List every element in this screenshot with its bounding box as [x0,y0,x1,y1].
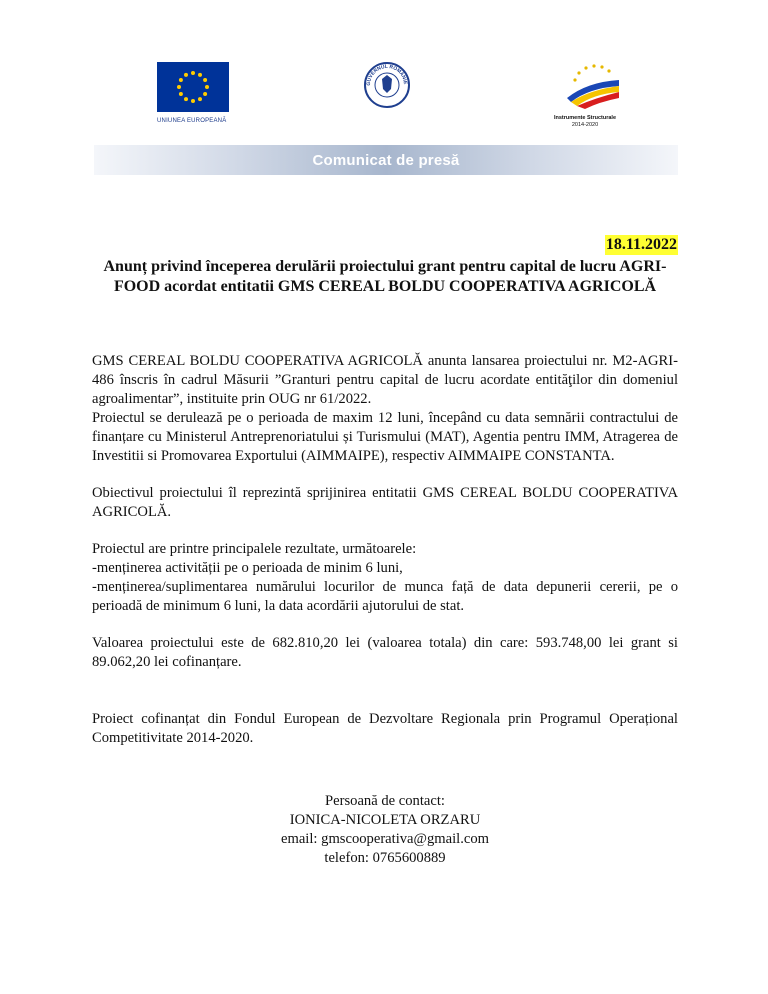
government-logo [362,60,412,110]
announcement-title: Anunț privind începerea derulării proiectului grant pentru capital de lucru AGRI-FOOD acordat entitatii GMS CEREAL BOLDU COOPERATIVA AGRICOLĂ [103,258,667,295]
eu-flag-icon [157,62,229,112]
contact-block [92,792,678,868]
paragraph-objective: Obiectivul proiectului îl reprezintă sprijinirea entitatii GMS CEREAL BOLDU COOPERATIVA AGRICOLĂ. [92,485,678,520]
release-date: 18.11.2022 [605,236,677,253]
result-item: -menținerea/suplimentarea numărului locurilor de munca față de data depunerii cererii, pe o perioadă de minimum 6 luni, la data acordării ajutorului de stat. [92,579,678,614]
svg-text:GUVERNUL ROMÂNIEI: GUVERNUL ROMÂNIE [365,63,409,86]
contact-phone-label: telefon: [324,850,369,866]
paragraph-project-launch: GMS CEREAL BOLDU COOPERATIVA AGRICOLĂ anunta lansarea proiectului nr. M2-AGRI-486 înscris în cadrul Măsurii ”Granturi pentru capital de lucru acordate entităţilor din domeniul agroalimentar”, instituite prin OUG nr 61/2022. [92,353,678,407]
logo-row [0,60,768,130]
structural-instruments-years: 2014-2020 [571,122,599,128]
announcement-body [92,352,678,748]
structural-instruments-icon [557,60,627,110]
eu-logo-caption: UNIUNEA EUROPEANĂ [157,118,227,124]
press-release-banner [94,145,678,175]
eu-logo [157,62,231,124]
contact-phone-row [92,849,678,868]
government-crest-icon [362,60,412,110]
structural-instruments-logo [545,60,625,129]
structural-instruments-caption: Instrumente Structurale [553,115,617,121]
contact-phone-value: 0765600889 [372,850,446,866]
contact-heading: Persoană de contact: [325,793,445,809]
result-item: -menținerea activității pe o perioada de minim 6 luni, [92,560,403,576]
contact-email-link[interactable]: gmscooperativa@gmail.com [321,831,489,847]
paragraph-results-intro: Proiectul are printre principalele rezultate, următoarele: [92,541,417,557]
paragraph-project-value: Valoarea proiectului este de 682.810,20 lei (valoarea totala) din care: 593.748,00 lei grant si 89.062,20 lei cofinanțare. [92,635,678,670]
paragraph-project-duration: Proiectul se derulează pe o perioada de maxim 12 luni, începând cu data semnării contractului de finanțare cu Ministerul Antreprenoriatului și Turismului (MAT), Agentia pentru IMM, Atragerea de Investitii si Promovarea Exportului (AIMMAIPE), respectiv AIMMAIPE CONSTANTA. [92,410,678,464]
banner-title: Comunicat de presă [312,151,460,169]
contact-email-label: email: [281,831,318,847]
contact-name: IONICA-NICOLETA ORZARU [289,812,481,828]
paragraph-cofinancing: Proiect cofinanțat din Fondul European de Dezvoltare Regionala prin Programul Operațional Competitivitate 2014-2020. [92,711,678,746]
contact-email-row [92,830,678,849]
